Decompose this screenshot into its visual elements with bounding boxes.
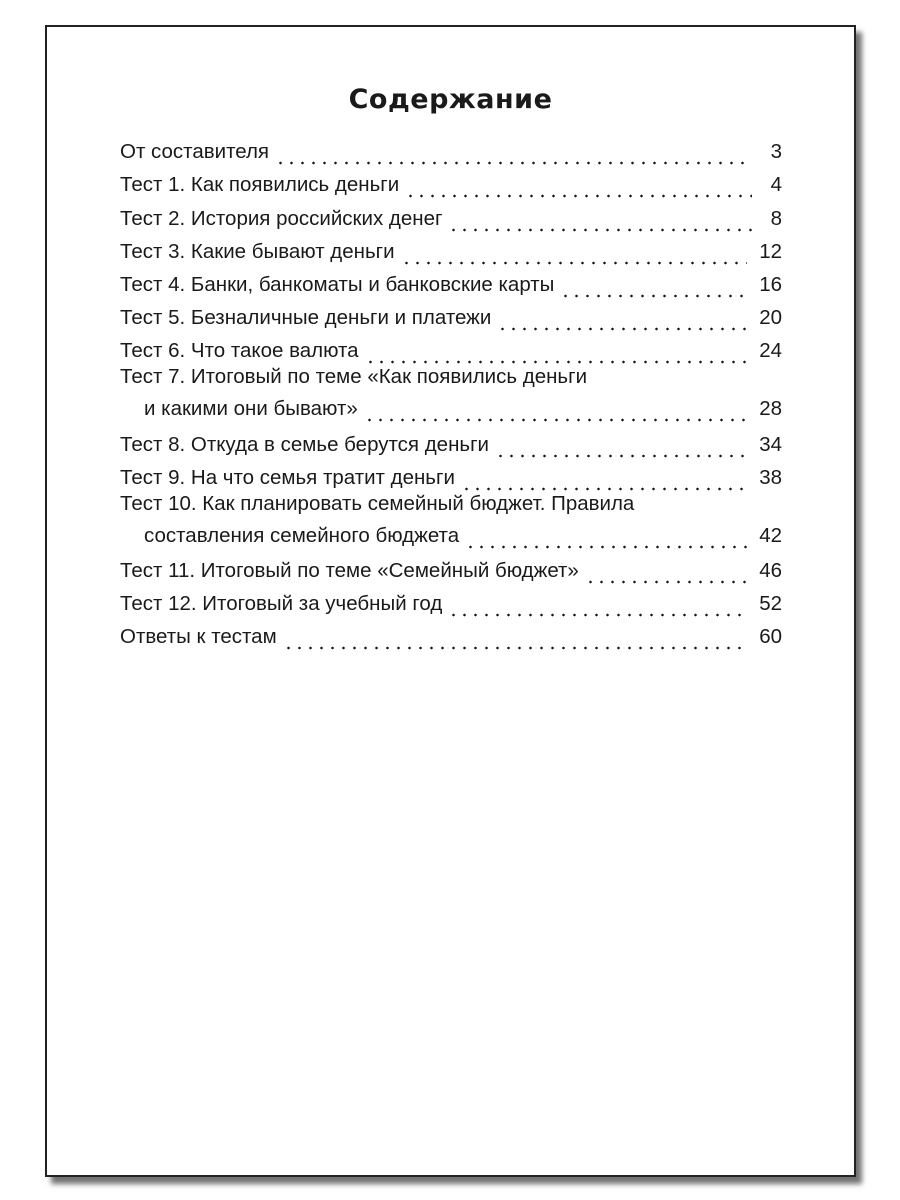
toc-entry — [120, 491, 782, 551]
page-title: Содержание — [348, 84, 553, 115]
toc-entry-label: Тест 10. Как планировать семейный бюджет. Правила — [120, 491, 635, 515]
toc-entry — [120, 458, 782, 491]
toc-entry-page: 46 — [759, 558, 782, 582]
toc-entry — [120, 617, 782, 650]
toc-entry — [120, 424, 782, 457]
toc-entry — [120, 132, 782, 165]
toc-entry-label: Тест 1. Как появились деньги — [120, 173, 400, 197]
dot-leader — [495, 438, 747, 458]
toc-entry-label: Тест 5. Безналичные деньги и платежи — [120, 306, 492, 330]
dot-leader — [448, 597, 747, 617]
document-page — [45, 25, 856, 1177]
dot-leader — [275, 145, 752, 165]
toc-entry — [120, 298, 782, 331]
dot-leader — [465, 529, 747, 549]
toc-entry-page: 24 — [759, 339, 782, 363]
toc-entry-label: Тест 4. Банки, банкоматы и банковские карты — [120, 272, 555, 296]
toc-entry-label-continuation: и какими они бывают» — [144, 397, 358, 421]
dot-leader — [283, 630, 748, 650]
toc-entry-page: 52 — [759, 592, 782, 616]
toc-entry — [120, 265, 782, 298]
toc-entry-page: 28 — [759, 397, 782, 421]
toc-entry-label: Тест 9. На что семья тратит деньги — [120, 465, 455, 489]
dot-leader — [461, 471, 747, 491]
toc-entry-label: Тест 11. Итоговый по теме «Семейный бюджет» — [120, 558, 579, 582]
toc-entry-label: Тест 2. История российских денег — [120, 206, 443, 230]
toc-entry-label: От составителя — [120, 140, 270, 164]
toc-entry — [120, 165, 782, 198]
toc-entry-page: 4 — [770, 173, 782, 197]
toc-entry-page: 8 — [770, 206, 782, 230]
toc-entry-page: 34 — [759, 432, 782, 456]
dot-leader — [497, 311, 747, 331]
toc-entry-page: 60 — [759, 625, 782, 649]
toc-entry-page: 16 — [759, 272, 782, 296]
dot-leader — [365, 344, 748, 364]
toc-entry-label: Тест 3. Какие бывают деньги — [120, 239, 395, 263]
dot-leader — [364, 402, 747, 422]
toc-entry — [120, 364, 782, 424]
toc-entry — [120, 232, 782, 265]
dot-leader — [560, 278, 747, 298]
dot-leader — [585, 564, 747, 584]
toc-entry-page: 42 — [759, 523, 782, 547]
toc-entry-page: 20 — [759, 306, 782, 330]
toc-entry-label: Тест 7. Итоговый по теме «Как появились деньги — [120, 365, 588, 389]
dot-leader — [401, 245, 748, 265]
toc-entry-label: Тест 12. Итоговый за учебный год — [120, 592, 443, 616]
toc-entry — [120, 551, 782, 584]
toc-entry-page: 3 — [770, 140, 782, 164]
toc-entry-page: 12 — [759, 239, 782, 263]
dot-leader — [405, 178, 752, 198]
toc-entry — [120, 198, 782, 231]
toc-entry-label: Тест 6. Что такое валюта — [120, 339, 359, 363]
toc-entry — [120, 331, 782, 364]
toc-entry-label: Тест 8. Откуда в семье берутся деньги — [120, 432, 489, 456]
toc-entry-label-continuation: составления семейного бюджета — [144, 523, 460, 547]
toc-entry — [120, 584, 782, 617]
toc-entry-page: 38 — [759, 465, 782, 489]
table-of-contents — [120, 132, 782, 650]
toc-entry-label: Ответы к тестам — [120, 625, 277, 649]
dot-leader — [448, 212, 752, 232]
